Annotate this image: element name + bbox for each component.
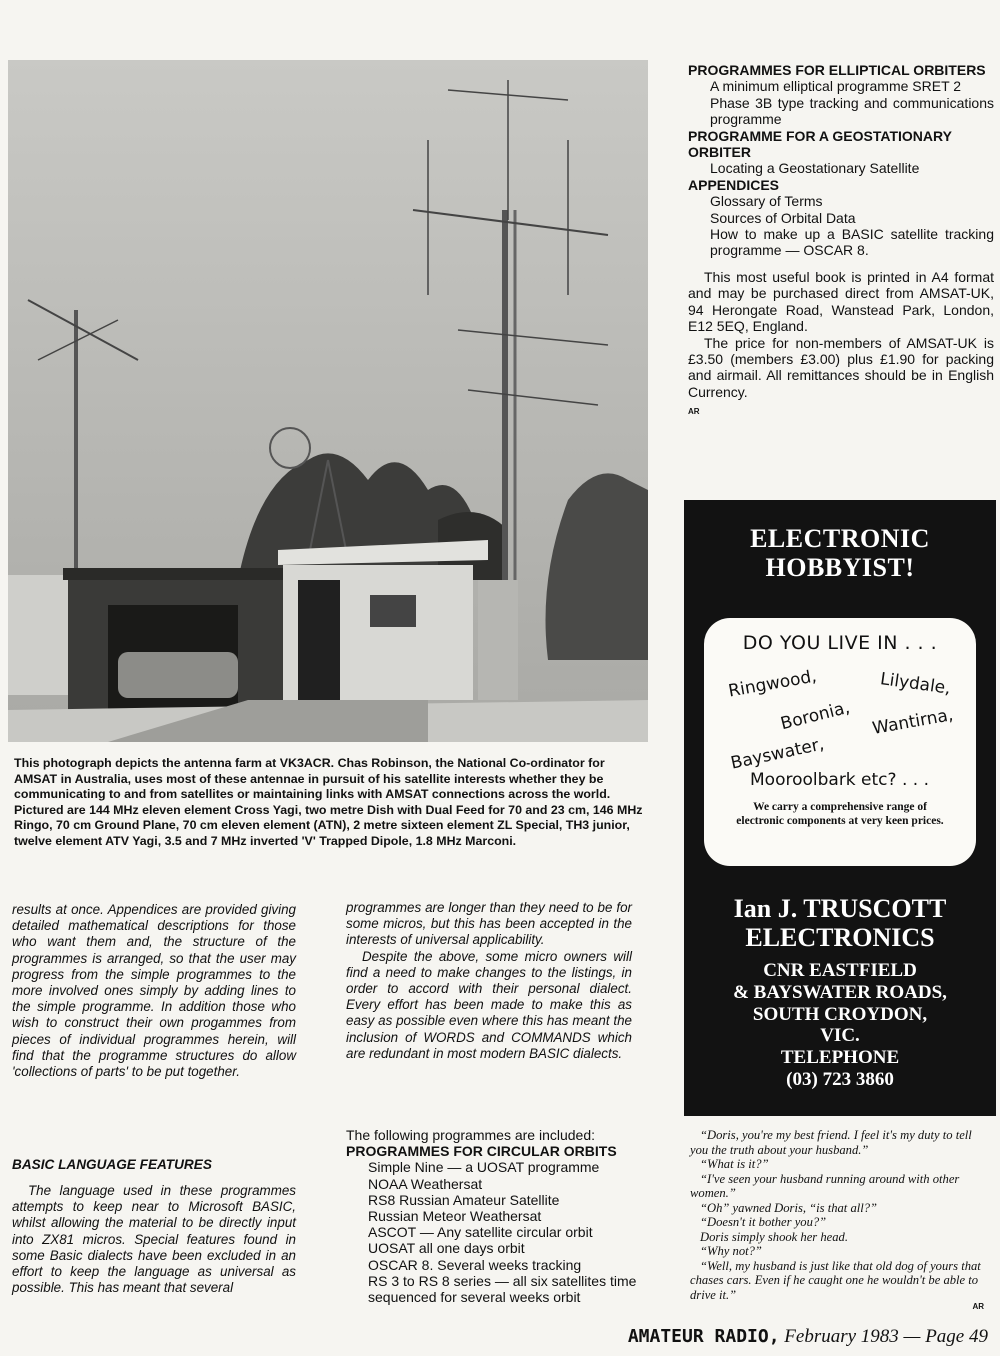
list-item: A minimum elliptical programme SRET 2 (710, 78, 962, 95)
antenna-farm-photo (8, 60, 648, 742)
list-item: Russian Meteor Weathersat (368, 1208, 542, 1225)
programme-intro: The following programmes are included: (346, 1127, 596, 1143)
article-paragraph: Despite the above, some micro owners will find a need to make changes to the listings, in order to accord with their personal dialect. Every effort has been made to make this as easy as possible even where this has meant the inclusion of WORDS and COMMANDS which are redundant in most modern BASIC dialects. (346, 948, 632, 1061)
address-line: TELEPHONE (780, 1047, 900, 1069)
town-lilydale: Lilydale, (878, 669, 952, 699)
list-item: RS 3 to RS 8 series — all six satellites time sequenced for several weeks orbit (368, 1272, 637, 1306)
list-item: Simple Nine — a UOSAT programme (368, 1159, 600, 1176)
book-info (688, 269, 994, 400)
list-item: How to make up a BASIC satellite tracking programme — OSCAR 8. (710, 226, 994, 259)
truscott-advertisement (684, 500, 996, 1116)
list-item: Locating a Geostationary Satellite (710, 160, 920, 177)
article-paragraph: The price for non-members of AMSAT-UK is £3.50 (members £3.00) plus £1.90 for packing and airmail. All remittances should be in English Currency. (688, 334, 994, 400)
photo-illustration (8, 60, 648, 742)
section-heading: BASIC LANGUAGE FEATURES (12, 1157, 212, 1172)
town-boronia: Boronia, (778, 697, 852, 735)
ad-company (684, 894, 996, 952)
ad-carry-text: We carry a comprehensive range of electronic components at very keen prices. (736, 801, 944, 827)
company-name: ELECTRONICS (745, 923, 935, 952)
joke-line: “I've seen your husband running around with other women.” (690, 1171, 960, 1200)
ar-mark: AR (972, 1302, 984, 1311)
town-wantirna: Wantirna, (870, 705, 955, 739)
list-item: RS8 Russian Amateur Satellite (368, 1191, 560, 1208)
list-item: OSCAR 8. Several weeks tracking (368, 1256, 582, 1273)
joke-line: “Well, my husband is just like that old dog of yours that chases cars. Even if he caught one he wouldn't be able to drive it.” (690, 1258, 981, 1302)
list-item: ASCOT — Any satellite circular orbit (368, 1224, 593, 1241)
address-line: CNR EASTFIELD (763, 960, 917, 981)
article-column-1-bottom (12, 1183, 296, 1296)
ad-title-line: ELECTRONIC (750, 524, 930, 553)
article-column-2 (346, 900, 632, 1062)
ad-town-box (704, 618, 976, 866)
magazine-name: AMATEUR RADIO, (627, 1326, 780, 1347)
section-heading: PROGRAMME FOR A GEOSTATIONARY ORBITER (688, 127, 952, 161)
address-line: VIC. (820, 1025, 860, 1047)
section-heading: PROGRAMMES FOR ELLIPTICAL ORBITERS (688, 62, 986, 78)
ad-question: DO YOU LIVE IN . . . (742, 632, 938, 654)
list-item: Glossary of Terms (710, 193, 823, 210)
joke-line: “Doris, you're my best friend. I feel it's my duty to tell you the truth about your husband.” (690, 1128, 972, 1157)
section-heading: PROGRAMMES FOR CIRCULAR ORBITS (346, 1143, 617, 1160)
programme-list (346, 1127, 658, 1305)
joke-line: Doris simply shook her head. (700, 1229, 848, 1244)
joke-line: “Why not?” (700, 1244, 762, 1258)
ad-address (684, 960, 996, 1091)
company-name: Ian J. TRUSCOTT (733, 894, 947, 923)
joke-line: “Oh” yawned Doris, “is that all?” (700, 1200, 878, 1215)
article-paragraph: This most useful book is printed in A4 format and may be purchased direct from AMSAT-UK, 94 Herongate Road, Wanstead Park, London, E12 5EQ, England. (688, 268, 994, 335)
section-heading: APPENDICES (688, 176, 780, 193)
ad-title-line: HOBBYIST! (765, 553, 915, 582)
right-column (688, 62, 994, 421)
list-item: UOSAT all one days orbit (368, 1240, 525, 1257)
town-bayswater: Bayswater, (728, 734, 826, 774)
caption-paragraph: Pictured are 144 MHz eleven element Cross Yagi, two metre Dish with Dual Feed for 70 and 23 cm, 146 MHz Ringo, 70 cm Ground Plane, 70 cm eleven element (ATN), 2 metre sixteen element ZL Special, TH3 junior, twelve element ATV Yagi, 3.5 and 7 MHz inverted 'V' Trapped Dipole, 1.8 MHz Marconi. (14, 802, 643, 848)
address-line: SOUTH CROYDON, (752, 1003, 928, 1025)
list-item: NOAA Weathersat (368, 1175, 483, 1192)
photo-caption (14, 756, 646, 850)
phone-number: (03) 723 3860 (786, 1068, 894, 1090)
article-column-1-top (12, 902, 296, 1080)
town-mooroolbark: Mooroolbark etc? . . . (750, 770, 929, 790)
article-paragraph: The language used in these programmes attempts to keep near to Microsoft BASIC, whilst allowing the material to be directly input into ZX81 micros. Special features found in some Basic dialects have been excluded in an effort to keep the language as universal as possible. This has meant that several (12, 1183, 296, 1296)
address-line: & BAYSWATER ROADS, (733, 981, 947, 1003)
article-paragraph: results at once. Appendices are provided giving detailed mathematical descriptions for those who want them and, the structure of the programmes is arranged, so that the user may progress from the simple programmes to the more involved ones simply by adding lines to the simple programme. In addition those who wish to construct their own progammes from pieces of individual programmes herein, will find that the programme structures do allow 'collections of parts' to be put together. (12, 902, 296, 1080)
joke-filler (690, 1128, 984, 1302)
town-ringwood: Ringwood, (726, 666, 819, 702)
list-item: Sources of Orbital Data (710, 209, 856, 226)
list-item: Phase 3B type tracking and communications programme (710, 94, 994, 128)
joke-line: “Doesn't it bother you?” (700, 1215, 827, 1229)
page-footer (628, 1326, 988, 1348)
ad-title (684, 524, 996, 582)
joke-line: “What is it?” (700, 1157, 769, 1171)
ar-mark: AR (688, 407, 700, 417)
issue-and-page: February 1983 — Page 49 (784, 1326, 988, 1347)
caption-paragraph: This photograph depicts the antenna farm at VK3ACR. Chas Robinson, the National Co-ordinator for AMSAT in Australia, uses most of these antennae in pursuit of his satellite interests whether they be communicating to and from satellites or maintaining links with AMSAT connections across the world. (14, 756, 611, 802)
article-paragraph: programmes are longer than they need to be for some micros, but this has been accepted in the interests of universal applicability. (346, 900, 632, 948)
